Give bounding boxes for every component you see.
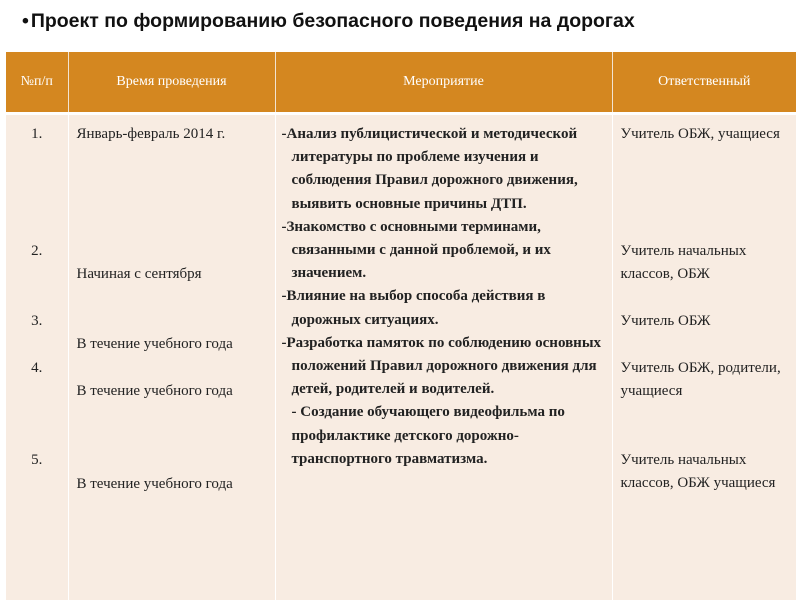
event-item: -Знакомство с основными терминами, связанными с данной проблемой, и их значением. xyxy=(281,218,551,282)
time-item: В течение учебного года xyxy=(76,383,233,399)
header-number: №п/п xyxy=(6,52,68,114)
time-item: Начиная с сентября xyxy=(76,266,202,282)
header-time: Время проведения xyxy=(68,52,275,114)
project-table xyxy=(6,52,796,600)
row-number: 2. xyxy=(31,243,43,259)
number-cell xyxy=(6,114,68,600)
responsible-item: Учитель начальных классов, ОБЖ учащиеся xyxy=(620,452,776,492)
row-number: 1. xyxy=(31,126,43,142)
responsible-item: Учитель ОБЖ xyxy=(620,313,711,329)
responsible-item: Учитель ОБЖ, родители, учащиеся xyxy=(620,360,781,400)
responsible-item: Учитель ОБЖ, учащиеся xyxy=(620,126,780,142)
time-item: В течение учебного года xyxy=(76,336,233,352)
row-number: 4. xyxy=(31,360,43,376)
event-item: -Влияние на выбор способа действия в дорожных ситуациях. xyxy=(281,288,546,328)
header-event: Мероприятие xyxy=(275,52,612,114)
title-text: Проект по формированию безопасного поведения на дорогах xyxy=(30,10,635,32)
title-bullet: • xyxy=(22,10,29,32)
time-item: В течение учебного года xyxy=(76,476,233,492)
event-item: -Разработка памяток по соблюдению основных положений Правил дорожного движения для детей, родителей и водителей. xyxy=(281,334,602,398)
header-responsible: Ответственный xyxy=(612,52,796,114)
responsible-item: Учитель начальных классов, ОБЖ xyxy=(620,243,747,283)
header-row xyxy=(6,52,796,114)
row-number: 5. xyxy=(31,452,43,468)
responsible-cell xyxy=(612,114,796,600)
table-row xyxy=(6,114,796,600)
time-item: Январь-февраль 2014 г. xyxy=(76,126,226,142)
page-title xyxy=(22,10,635,33)
row-number: 3. xyxy=(31,313,43,329)
event-item: - Создание обучающего видеофильма по профилактике детского дорожно-транспортного травматизма. xyxy=(291,404,565,467)
time-cell xyxy=(68,114,275,600)
event-cell xyxy=(275,114,612,600)
event-item: -Анализ публицистической и методической литературы по проблеме изучения и соблюдения Правил дорожного движения, выявить основные причины ДТП. xyxy=(281,126,578,212)
